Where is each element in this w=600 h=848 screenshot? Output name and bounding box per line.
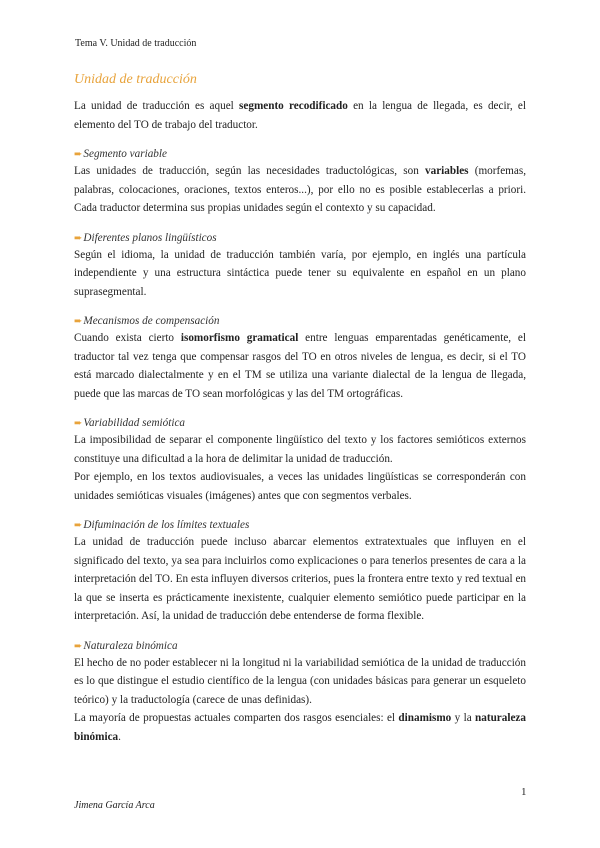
- intro-bold-term: segmento recodificado: [239, 100, 348, 112]
- arrow-icon: ➨: [74, 232, 83, 244]
- intro-text-a: La unidad de traducción es aquel: [74, 100, 240, 112]
- section-paragraph-segmento: [74, 162, 526, 218]
- section-paragraph-compensacion: [74, 329, 526, 403]
- page-header: Tema V. Unidad de traducción: [75, 38, 197, 49]
- arrow-icon: ➨: [74, 418, 83, 429]
- section-heading-compensacion: [74, 315, 526, 327]
- section-heading-text: Variabilidad semiótica: [83, 417, 186, 429]
- section-heading-text: Naturaleza binómica: [83, 639, 178, 652]
- section-heading-text: Diferentes planos lingüísticos: [83, 231, 217, 244]
- page-footer-author: Jimena García Arca: [74, 800, 155, 811]
- section-paragraph-binomica-1: El hecho de no poder establecer ni la longitud ni la variabilidad semiótica de la unidad de traducción es lo que distingue el estudio científico de la lengua (con unidades básicas para generar un esqueleto teórico) y la traductología (carece de unas definidas).: [74, 656, 526, 706]
- section-heading-planos: [74, 232, 526, 244]
- section-heading-text: Segmento variable: [83, 148, 167, 160]
- arrow-icon: ➨: [74, 520, 83, 531]
- section-heading-segmento: [74, 148, 526, 160]
- section-heading-text: Difuminación de los límites textuales: [83, 519, 250, 531]
- section-heading-difuminacion: [74, 519, 526, 531]
- intro-paragraph: [74, 97, 526, 134]
- page-number: 1: [521, 786, 527, 798]
- section-paragraph-difuminacion: La unidad de traducción puede incluso abarcar elementos extratextuales que influyen en el significado del texto, ya sea para incluirlos como explicaciones o para tenerlos presentes de cara a la interpretación del TO. En esta influyen diversos criterios, pues la frontera entre texto y red textual en la que se inserta es prácticamente inexistente, cualquier elemento semiótico puede participar en la interpretación. Así, la unidad de traducción debe entenderse de forma flexible.: [74, 536, 526, 622]
- s6-bold-naturaleza: naturaleza binómica: [74, 712, 526, 743]
- section-paragraph-binomica-2: [74, 709, 526, 746]
- s6-text-e: .: [118, 730, 121, 743]
- s3-text-c: entre lenguas emparentadas genéticamente, el traductor tal vez tenga que compensar rasgos del TO en otros niveles de lengua, es decir, si el TO está marcado dialectalmente y en el TM se utiliza una variante dialectal de la lengua de llegada, puede que las marcas de TO sean morfológicas y las del TM ortográficas.: [74, 332, 526, 400]
- s6-text-a: La mayoría de propuestas actuales comparten dos rasgos esenciales: el: [74, 712, 399, 724]
- s1-text-a: Las unidades de traducción, según las necesidades traductológicas, son: [74, 165, 426, 177]
- section-paragraph-variabilidad-2: Por ejemplo, en los textos audiovisuales, a veces las unidades lingüísticas se corresponderán con unidades semióticas visuales (imágenes) antes que con segmentos verbales.: [74, 471, 526, 502]
- s6-bold-dinamismo: dinamismo: [398, 712, 452, 724]
- arrow-icon: ➨: [74, 149, 83, 160]
- section-heading-text: Mecanismos de compensación: [83, 315, 220, 327]
- document-body: [74, 72, 526, 746]
- section-paragraph-planos: Según el idioma, la unidad de traducción también varía, por ejemplo, en inglés una partícula independiente y una estructura sintáctica puede tener su equivalente en español en un plano suprasegmental.: [74, 248, 526, 298]
- arrow-icon: ➨: [74, 640, 83, 652]
- section-heading-variabilidad: [74, 417, 526, 429]
- s3-bold-term: isomorfismo gramatical: [180, 332, 299, 344]
- s3-text-a: Cuando exista cierto: [74, 332, 181, 344]
- arrow-icon: ➨: [74, 316, 83, 327]
- s1-bold-term: variables: [425, 165, 469, 177]
- section-paragraph-variabilidad-1: La imposibilidad de separar el componente lingüístico del texto y los factores semióticos externos constituye una dificultad a la hora de delimitar la unidad de traducción.: [74, 434, 526, 465]
- intro-text-c: en la lengua de llegada, es decir, el elemento del TO de trabajo del traductor.: [74, 100, 526, 131]
- s1-text-c: (morfemas, palabras, colocaciones, oraciones, textos enteros...), por ello no es posible establecerlas a priori. Cada traductor determina sus propias unidades según el contexto y su capacidad.: [74, 165, 526, 214]
- s6-text-c: y la: [451, 712, 476, 724]
- section-heading-binomica: [74, 640, 526, 652]
- document-title: Unidad de traducción: [74, 72, 197, 87]
